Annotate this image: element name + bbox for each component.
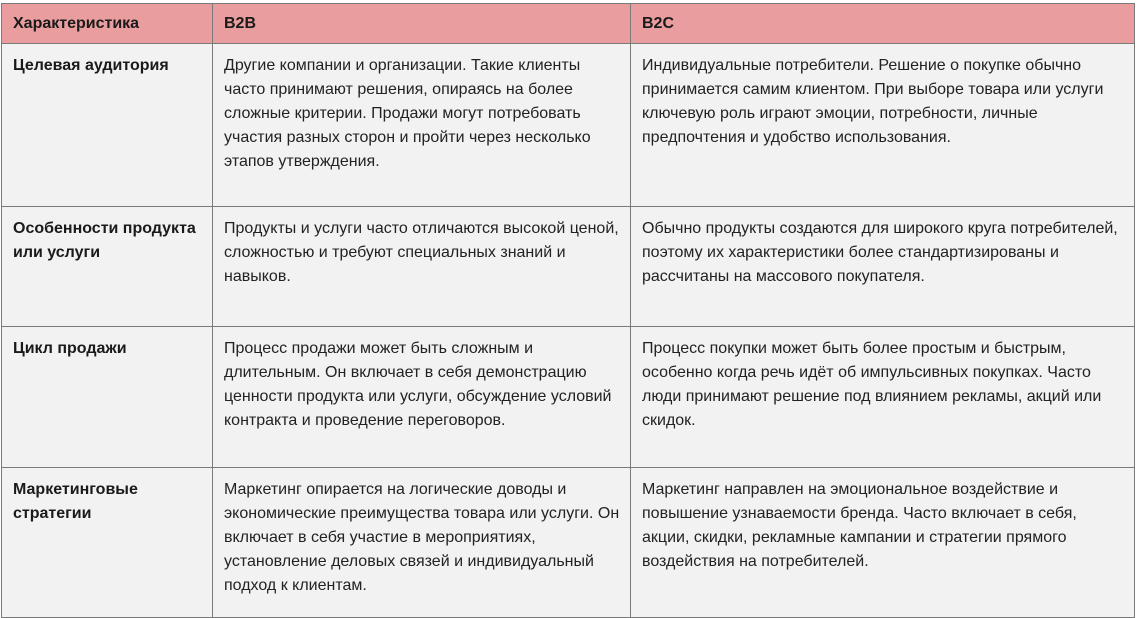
header-characteristic: Характеристика [2,4,213,44]
b2b-cell: Процесс продажи может быть сложным и длительным. Он включает в себя демонстрацию ценности продукта или услуги, обсуждение условий контракта и проведение переговоров. [213,327,631,468]
b2c-cell: Обычно продукты создаются для широкого круга потребителей, поэтому их характеристики более стандартизированы и рассчитаны на массового покупателя. [631,207,1135,327]
b2b-cell: Маркетинг опирается на логические доводы и экономические преимущества товара или услуги. Он включает в себя участие в мероприятиях, установление деловых связей и индивидуальный подход к клиентам. [213,468,631,618]
row-label: Цикл продажи [2,327,213,468]
table-header-row [2,4,1135,44]
comparison-table-container [1,3,1135,618]
table-row-product-features [2,207,1135,327]
table-row-target-audience [2,44,1135,207]
header-b2c: B2C [631,4,1135,44]
b2c-cell: Индивидуальные потребители. Решение о покупке обычно принимается самим клиентом. При выборе товара или услуги ключевую роль играют эмоции, потребности, личные предпочтения и удобство использования. [631,44,1135,207]
row-label: Маркетинговые стратегии [2,468,213,618]
row-label: Целевая аудитория [2,44,213,207]
table-row-marketing-strategies [2,468,1135,618]
table-row-sales-cycle [2,327,1135,468]
b2c-cell: Маркетинг направлен на эмоциональное воздействие и повышение узнаваемости бренда. Часто включает в себя, акции, скидки, рекламные кампании и стратегии прямого воздействия на потребителей. [631,468,1135,618]
header-b2b: B2B [213,4,631,44]
b2b-cell: Продукты и услуги часто отличаются высокой ценой, сложностью и требуют специальных знаний и навыков. [213,207,631,327]
row-label: Особенности продукта или услуги [2,207,213,327]
b2c-cell: Процесс покупки может быть более простым и быстрым, особенно когда речь идёт об импульсивных покупках. Часто люди принимают решение под влиянием рекламы, акций или скидок. [631,327,1135,468]
b2b-b2c-comparison-table [1,3,1135,618]
b2b-cell: Другие компании и организации. Такие клиенты часто принимают решения, опираясь на более сложные критерии. Продажи могут потребовать участия разных сторон и пройти через несколько этапов утверждения. [213,44,631,207]
